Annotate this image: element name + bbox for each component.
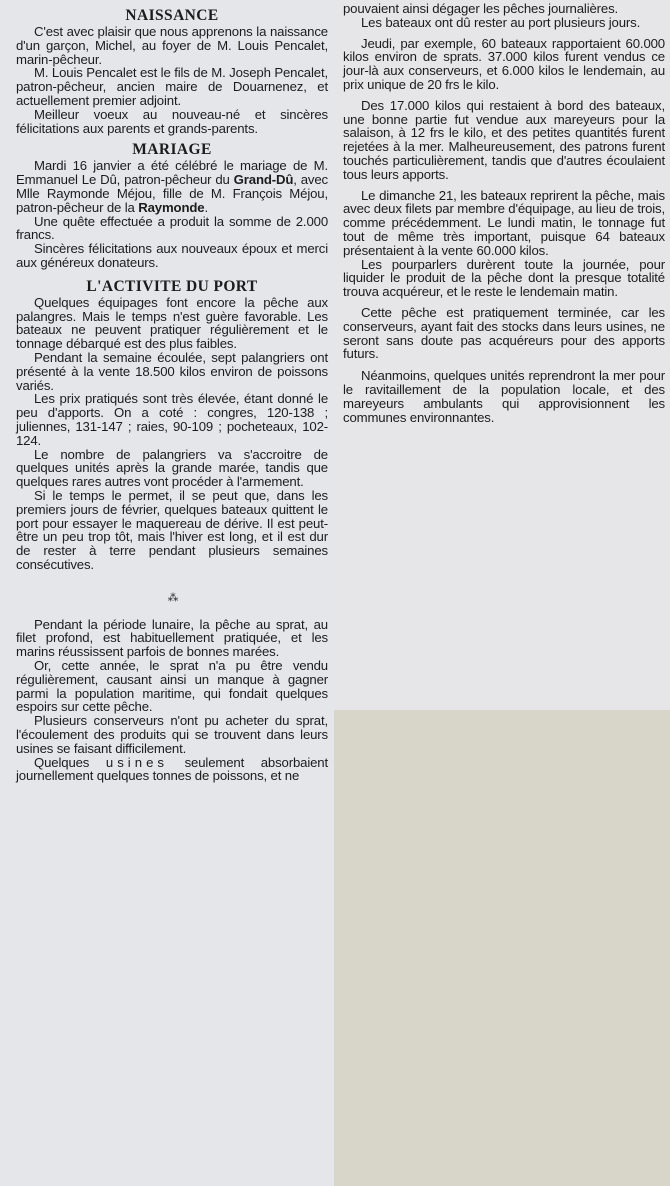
right-paragraph-8: Néanmoins, quelques unités reprendront la mer pour le ravitaillement de la population locale, et des mareyeurs ambulants qui approvisionnent les communes environnantes. [343, 368, 665, 425]
mariage-heading: MARIAGE [132, 141, 212, 159]
right-paragraph-5: Le dimanche 21, les bateaux reprirent la pêche, mais avec deux filets par membre d'équipage, au lieu de trois, comme précédemment. Le lundi matin, le tonnage fut tout de même très important, puisque 64 bateaux présentaient à la vente 60.000 kilos. [343, 187, 665, 258]
mariage-paragraph-3: Sincères félicitations aux nouveaux époux et merci aux généreux donateurs. [16, 241, 328, 270]
mariage-text-c: . [204, 199, 208, 215]
boat-name-raymonde: Raymonde [138, 199, 205, 215]
port-p9-spaced-word: usines [105, 754, 168, 770]
right-paragraph-3: Jeudi, par exemple, 60 bateaux rapportaient 60.000 kilos environ de sprats. 37.000 kilos furent vendus ce jour-là aux conserveurs, et 6.000 kilos le lendemain, au prix unique de 20 frs le kilo. [343, 35, 665, 92]
mariage-text-b: , avec Mlle Raymonde Méjou, fille de M. François Méjou, patron-pêcheur de la [16, 172, 328, 215]
boat-name-grand-du: Grand-Dû [233, 172, 294, 188]
naissance-heading: NAISSANCE [125, 7, 219, 24]
port-p9-text-b: seulement absorbaient journellement quelques tonnes de poissons, et ne [16, 754, 328, 784]
right-paragraph-6: Les pourparlers durèrent toute la journée, pour liquider le produit de la pêche dont la presque totalité trouva acquéreur, et le reste le lendemain matin. [343, 256, 665, 300]
port-paragraph-1: Quelques équipages font encore la pêche aux palangres. Mais le temps n'est guère favorable. Les bateaux ne peuvent pratiquer régulièrement et le tonnage débarqué est des plus faibles. [16, 294, 328, 352]
naissance-paragraph-1: C'est avec plaisir que nous apprenons la naissance d'un garçon, Michel, au foyer de M. Louis Pencalet, marin-pêcheur. [16, 24, 328, 67]
naissance-paragraph-3: Meilleur voeux au nouveau-né et sincères félicitations aux parents et grands-parents. [16, 106, 328, 136]
port-paragraph-8: Plusieurs conserveurs n'ont pu acheter du sprat, l'écoulement des produits qui se trouvent dans leurs usines se faisant difficilement. [16, 713, 328, 756]
left-column [0, 0, 334, 1186]
port-paragraph-4: Le nombre de palangriers va s'accroitre de quelques unités après la grande marée, tandis que quelques rares autres vont procéder à l'armement. [16, 446, 328, 490]
naissance-paragraph-2: M. Louis Pencalet est le fils de M. Joseph Pencalet, patron-pêcheur, ancien maire de Douarnenez, et actuellement premier adjoint. [16, 65, 328, 108]
right-column [334, 0, 670, 710]
port-paragraph-7: Or, cette année, le sprat n'a pu être vendu régulièrement, causant ainsi un manque à gagner parmi la population maritime, qui fondait quelques espoirs sur cette pêche. [16, 658, 328, 715]
port-heading: L'ACTIVITE DU PORT [86, 277, 258, 295]
port-paragraph-2: Pendant la semaine écoulée, sept palangriers ont présenté à la vente 18.500 kilos environ de poissons variés. [16, 349, 328, 393]
port-paragraph-6: Pendant la période lunaire, la pêche au sprat, au filet profond, est habituellement pratiquée, et les marins réussissent parfois de bonnes marées. [16, 616, 328, 660]
right-paragraph-4: Des 17.000 kilos qui restaient à bord des bateaux, une bonne partie fut vendue aux mareyeurs pour la salaison, à 12 frs le kilo, et des petites quantités furent rejetées à la mer. Malheureusement, des patrons furent touchés particulièrement, tandis que d'autres écoulaient tous leurs apports. [343, 97, 665, 182]
port-p9-text-a: Quelques [34, 754, 106, 770]
right-paragraph-1: pouvaient ainsi dégager les pêches journalières. [343, 1, 619, 16]
mariage-text-a: Mardi 16 janvier a été célébré le mariage de M. Emmanuel Le Dû, patron-pêcheur du [16, 158, 328, 188]
mariage-paragraph-2: Une quête effectuée a produit la somme de 2.000 francs. [16, 213, 328, 243]
asterism-separator: ⁂ [167, 590, 177, 604]
right-paragraph-7: Cette pêche est pratiquement terminée, car les conserveurs, ayant fait des stocks dans leurs usines, ne seront sans doute pas acquéreurs pour des apports futurs. [343, 304, 665, 362]
right-paragraph-2: Les bateaux ont dû rester au port plusieurs jours. [361, 14, 641, 30]
mariage-paragraph-1 [16, 159, 328, 214]
port-paragraph-3: Les prix pratiqués sont très élevée, étant donné le peu d'apports. On a coté : congres, 120-138 ; juliennes, 131-147 ; raies, 90-109 ; pocheteaux, 102-124. [16, 391, 328, 448]
port-paragraph-9 [16, 756, 328, 784]
port-paragraph-5: Si le temps le permet, il se peut que, dans les premiers jours de février, quelques bateaux quittent le port pour essayer le maquereau de dérive. Il est peut-être un peu trop tôt, mais l'hiver est long, et il est dur de rester à terre pendant plusieurs semaines consécutives. [16, 487, 328, 572]
